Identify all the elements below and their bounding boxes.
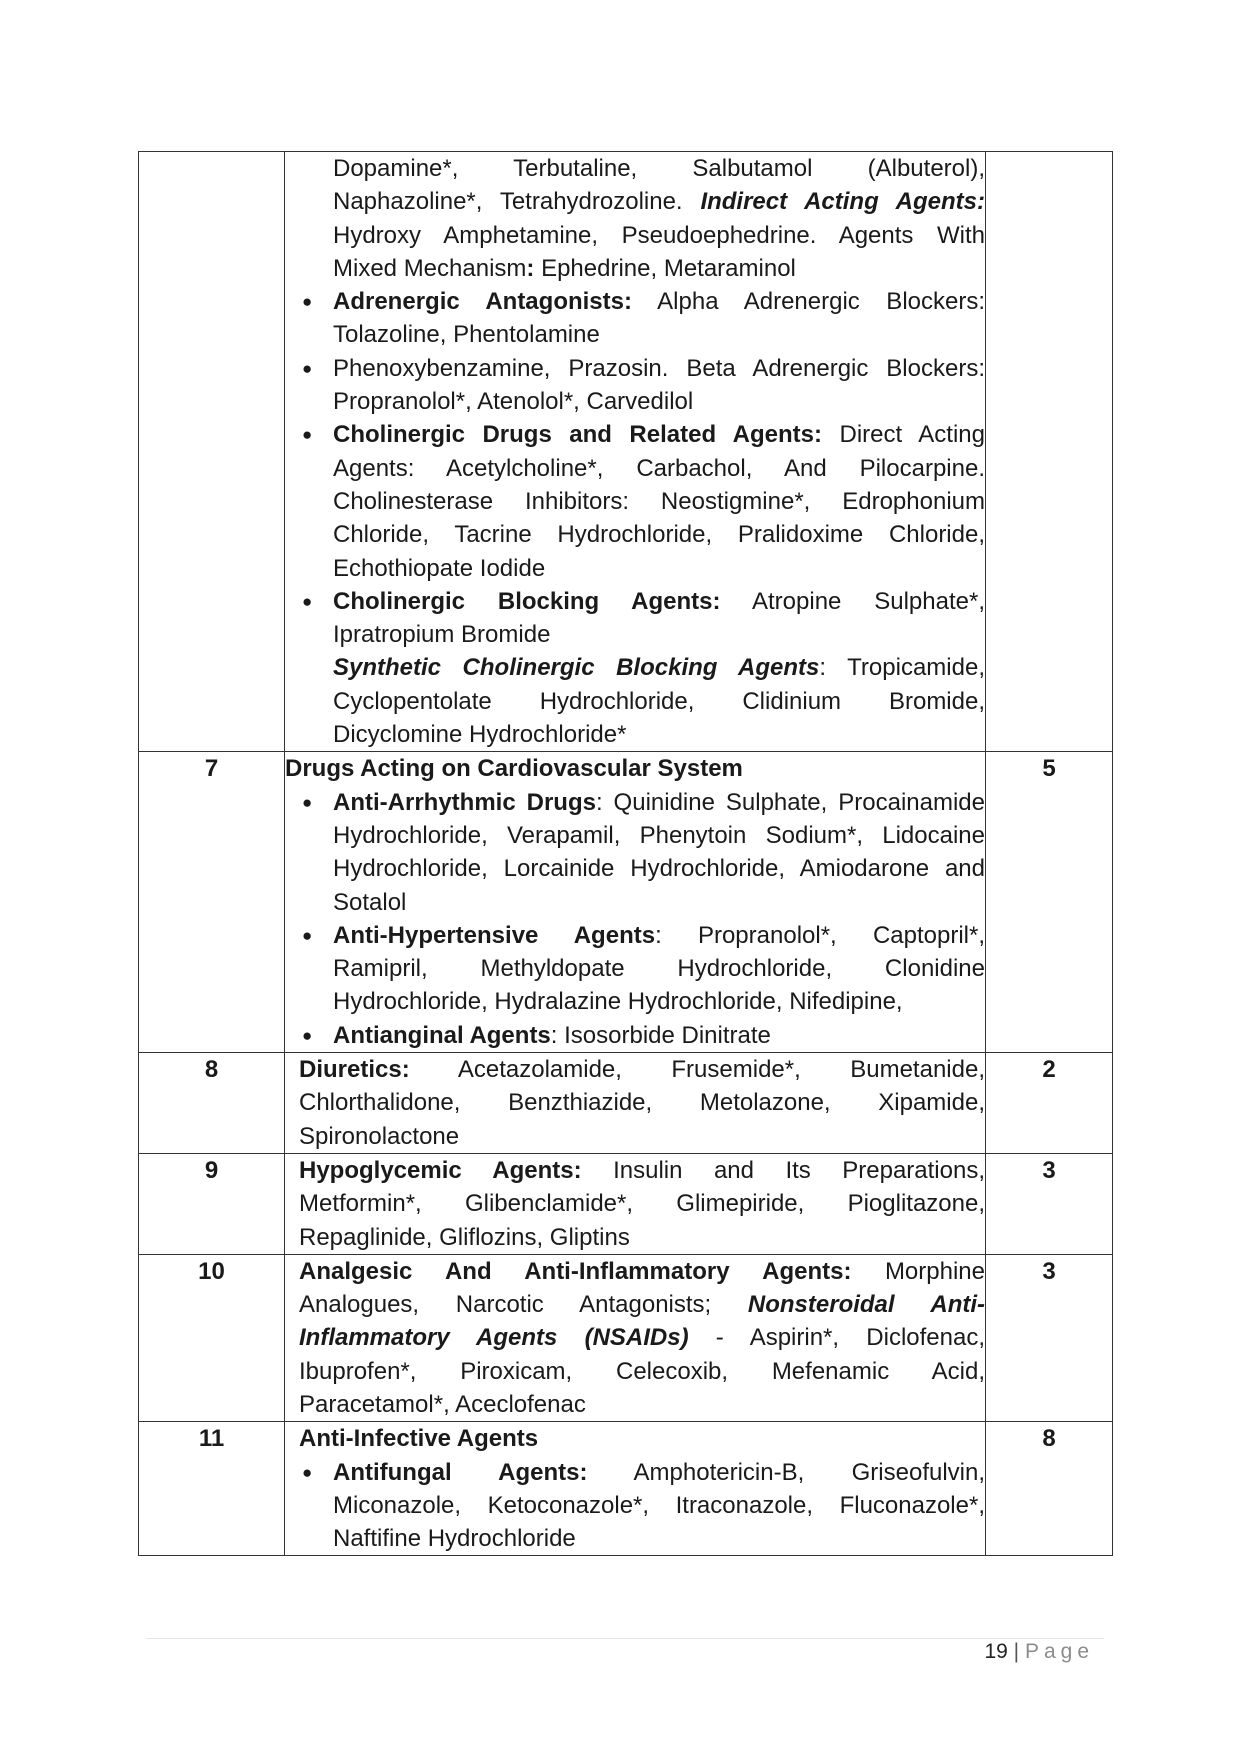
list-item: ● Antianginal Agents: Isosorbide Dinitrate — [285, 1019, 985, 1052]
table-row — [139, 752, 1113, 1053]
unit-content — [285, 752, 986, 1053]
unit-number: 7 — [139, 752, 285, 1053]
table-row — [139, 1254, 1113, 1421]
unit-hours — [986, 152, 1113, 752]
unit-title: Anti-Infective Agents — [299, 1425, 539, 1453]
unit-hours: 2 — [986, 1053, 1113, 1154]
unit-number — [139, 152, 285, 752]
unit-number: 10 — [139, 1254, 285, 1421]
content-paragraph: Diuretics: Acetazolamide, Frusemide*, Bumetanide, Chlorthalidone, Benzthiazide, Metolazone, Xipamide, Spironolactone — [299, 1056, 985, 1150]
page-number: 19 — [984, 1640, 1008, 1663]
list-item: ● Phenoxybenzamine, Prazosin. Beta Adrenergic Blockers: Propranolol*, Atenolol*, Carvedilol — [285, 352, 985, 419]
list-item: ● Antifungal Agents: Amphotericin-B, Griseofulvin, Miconazole, Ketoconazole*, Itraconazole, Fluconazole*, Naftifine Hydrochloride — [285, 1456, 985, 1556]
content-paragraph: Hypoglycemic Agents: Insulin and Its Preparations, Metformin*, Glibenclamide*, Glimepiride, Pioglitazone, Repaglinide, Gliflozins, Gliptins — [299, 1156, 985, 1251]
unit-content — [285, 1254, 986, 1421]
list-item: ● Anti-Arrhythmic Drugs: Quinidine Sulphate, Procainamide Hydrochloride, Verapamil, Phenytoin Sodium*, Lidocaine Hydrochloride, Lorcainide Hydrochloride, Amiodarone and Sotalol — [285, 786, 985, 919]
footer-separator: | — [1013, 1640, 1020, 1663]
unit-hours: 5 — [986, 752, 1113, 1053]
unit-content — [285, 1053, 986, 1154]
content-paragraph: Synthetic Cholinergic Blocking Agents: Tropicamide, Cyclopentolate Hydrochloride, Clidinium Bromide, Dicyclomine Hydrochloride* — [333, 654, 985, 749]
content-paragraph: Analgesic And Anti-Inflammatory Agents: Morphine Analogues, Narcotic Antagonists; Nonsteroidal Anti-Inflammatory Agents (NSAIDs) - Aspirin*, Diclofenac, Ibuprofen*, Piroxicam, Celecoxib, Mefenamic Acid, Paracetamol*, Aceclofenac — [299, 1257, 985, 1418]
unit-title: Drugs Acting on Cardiovascular System — [285, 755, 743, 783]
list-item: ● Cholinergic Drugs and Related Agents: Direct Acting Agents: Acetylcholine*, Carbachol, And Pilocarpine. Cholinesterase Inhibitors: Neostigmine*, Edrophonium Chloride, Tacrine Hydrochloride, Pralidoxime Chloride, Echothiopate Iodide — [285, 418, 985, 584]
unit-number: 11 — [139, 1422, 285, 1556]
list-item: ● Adrenergic Antagonists: Alpha Adrenergic Blockers: Tolazoline, Phentolamine — [285, 285, 985, 352]
content-paragraph: Dopamine*, Terbutaline, Salbutamol (Albuterol), Naphazoline*, Tetrahydrozoline. Indirect Acting Agents: Hydroxy Amphetamine, Pseudoephedrine. Agents With Mixed Mechanism: Ephedrine, Metaraminol — [333, 155, 985, 282]
unit-number: 8 — [139, 1053, 285, 1154]
table-row — [139, 1153, 1113, 1254]
unit-hours: 8 — [986, 1422, 1113, 1556]
unit-hours: 3 — [986, 1153, 1113, 1254]
unit-content — [285, 1153, 986, 1254]
page-label: Page — [1024, 1640, 1094, 1663]
page-footer — [984, 1640, 1094, 1664]
table-row — [139, 152, 1113, 752]
syllabus-table — [138, 151, 1113, 1556]
unit-number: 9 — [139, 1153, 285, 1254]
table-row — [139, 1422, 1113, 1556]
unit-content — [285, 1422, 986, 1556]
table-row — [139, 1053, 1113, 1154]
footer-divider — [146, 1638, 1104, 1639]
list-item: ● Cholinergic Blocking Agents: Atropine Sulphate*, Ipratropium Bromide — [285, 585, 985, 652]
list-item: ● Anti-Hypertensive Agents: Propranolol*, Captopril*, Ramipril, Methyldopate Hydrochloride, Clonidine Hydrochloride, Hydralazine Hydrochloride, Nifedipine, — [285, 919, 985, 1019]
unit-content — [285, 152, 986, 752]
unit-hours: 3 — [986, 1254, 1113, 1421]
